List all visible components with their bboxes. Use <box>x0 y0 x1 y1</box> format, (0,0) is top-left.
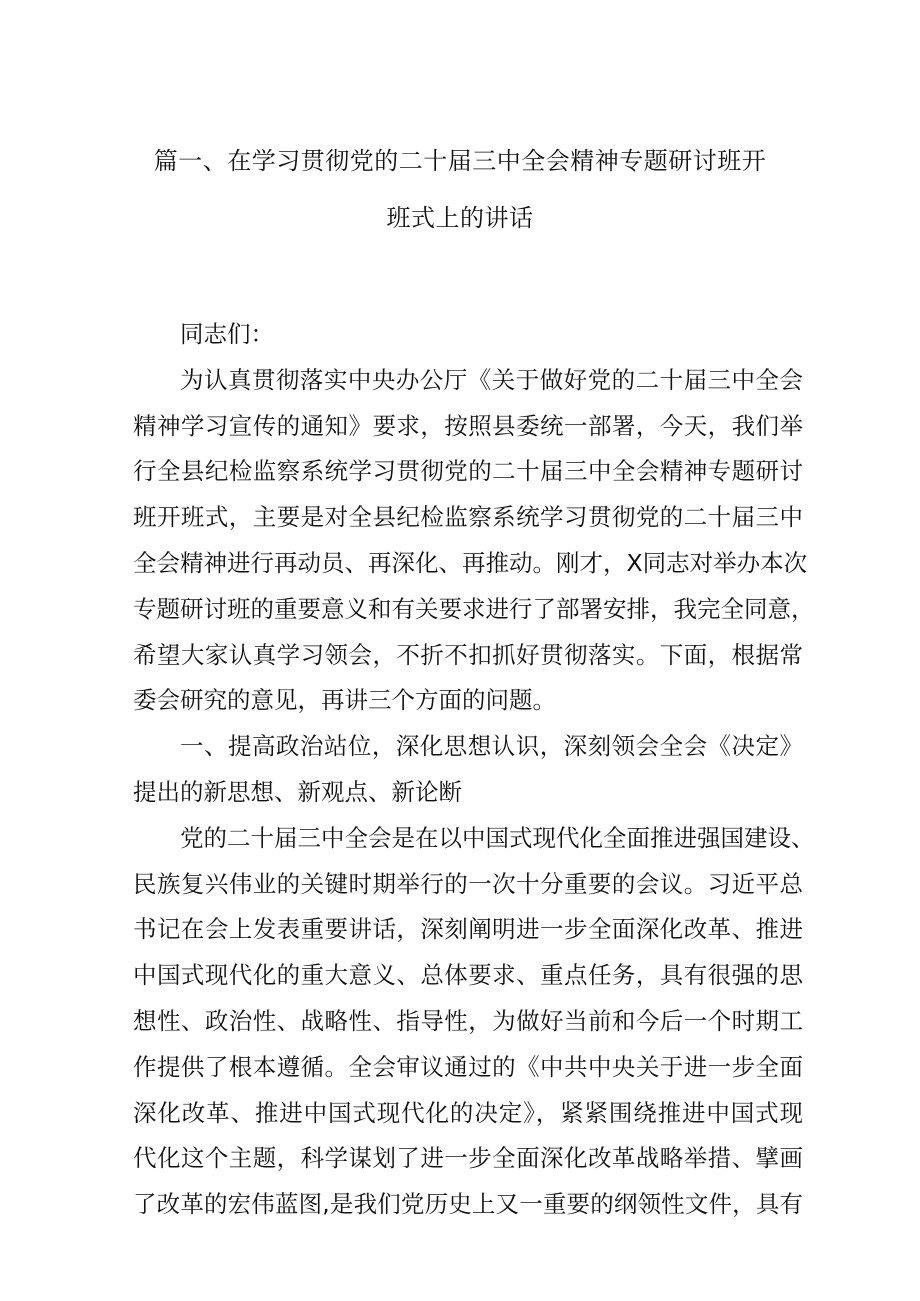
paragraph-line: 全会精神进行再动员、再深化、再推动。刚才，X同志对举办本次 <box>133 548 808 577</box>
paragraph-line: 班开班式，主要是对全县纪检监察系统学习贯彻党的二十届三中 <box>133 503 803 532</box>
paragraph-line: 想性、政治性、战略性、指导性，为做好当前和今后一个时期工 <box>133 1006 803 1035</box>
paragraph-line: 了改革的宏伟蓝图,是我们党历史上又一重要的纲领性文件，具有 <box>133 1190 803 1219</box>
paragraph-line: 行全县纪检监察系统学习贯彻党的二十届三中全会精神专题研讨 <box>133 457 803 486</box>
paragraph-line: 民族复兴伟业的关键时期举行的一次十分重要的会议。习近平总 <box>133 869 803 898</box>
salutation: 同志们： <box>180 320 274 348</box>
paragraph-line: 党的二十届三中全会是在以中国式现代化全面推进强国建设、 <box>180 823 815 852</box>
paragraph-line: 希望大家认真学习领会，不折不扣抓好贯彻落实。下面，根据常 <box>133 640 803 669</box>
paragraph-line: 深化改革、推进中国式现代化的决定》，紧紧围绕推进中国式现 <box>133 1098 803 1127</box>
paragraph-line: 为认真贯彻落实中央办公厅《关于做好党的二十届三中全会 <box>180 365 803 394</box>
paragraph-line: 作提供了根本遵循。全会审议通过的《中共中央关于进一步全面 <box>133 1052 803 1081</box>
section-heading-line: 提出的新思想、新观点、新论断 <box>133 777 462 806</box>
paragraph-line: 中国式现代化的重大意义、总体要求、重点任务，具有很强的思 <box>133 961 803 990</box>
document-title-line-2: 班式上的讲话 <box>386 204 534 232</box>
paragraph-line: 书记在会上发表重要讲话，深刻阐明进一步全面深化改革、推进 <box>133 915 803 944</box>
paragraph-line: 委会研究的意见，再讲三个方面的问题。 <box>133 686 556 715</box>
document-body <box>133 312 815 1228</box>
document-title-line-1: 篇一、在学习贯彻党的二十届三中全会精神专题研讨班开 <box>153 147 767 175</box>
paragraph-line: 精神学习宣传的通知》要求，按照县委统一部署，今天，我们举 <box>133 411 803 440</box>
paragraph-line: 代化这个主题，科学谋划了进一步全面深化改革战略举措、擘画 <box>133 1144 803 1173</box>
paragraph-line: 专题研讨班的重要意义和有关要求进行了部署安排，我完全同意， <box>133 594 815 623</box>
section-heading-line: 一、提高政治站位，深化思想认识，深刻领会全会《决定》 <box>180 732 803 761</box>
